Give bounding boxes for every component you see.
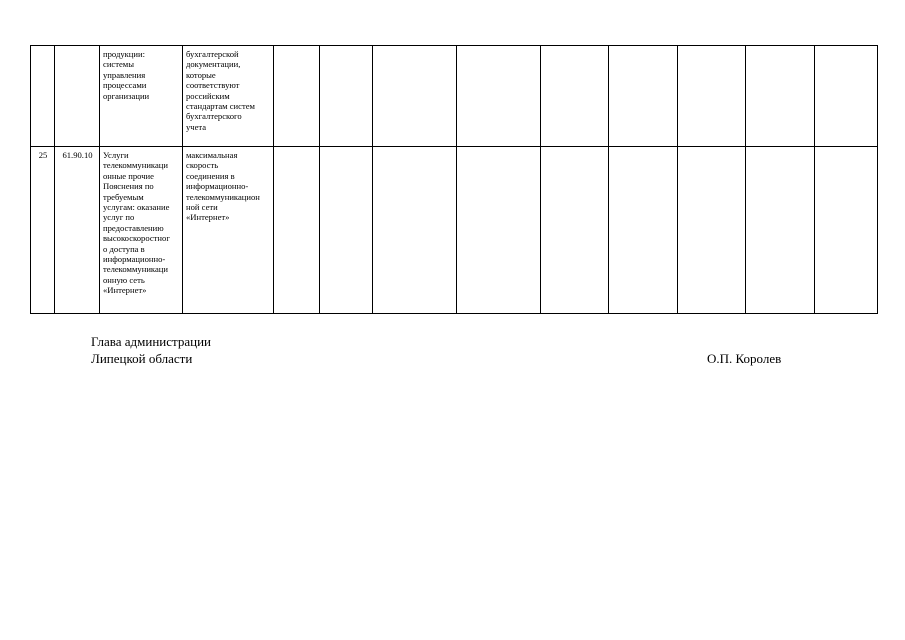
- table-cell: [457, 147, 541, 314]
- table-cell: [678, 147, 746, 314]
- table-cell: [274, 46, 320, 147]
- table-cell: [320, 147, 373, 314]
- table-cell: [815, 147, 878, 314]
- table-cell: [746, 147, 815, 314]
- okpd-code-cell: [55, 46, 100, 147]
- table-cell: [373, 147, 457, 314]
- table-cell: [457, 46, 541, 147]
- item-name-cell: Услуги телекоммуникаци онные прочие Пояснения по требуемым услугам: оказание услуг по предоставлению высокоскоростног о доступа в информационно- телекоммуникаци онную сеть «Интернет»: [100, 147, 183, 314]
- row-number-cell: 25: [31, 147, 55, 314]
- table-cell: [609, 147, 678, 314]
- table-cell: [541, 147, 609, 314]
- table-cell: [541, 46, 609, 147]
- row-number-cell: [31, 46, 55, 147]
- item-name-cell: продукции: системы управления процессами организации: [100, 46, 183, 147]
- table-row: [31, 46, 878, 147]
- okpd-code-cell: 61.90.10: [55, 147, 100, 314]
- characteristic-cell: бухгалтерской документации, которые соответствуют российским стандартам систем бухгалтерского учета: [183, 46, 274, 147]
- table-cell: [746, 46, 815, 147]
- table-cell: [320, 46, 373, 147]
- table-row: [31, 147, 878, 314]
- table-cell: [678, 46, 746, 147]
- signatory-position-line1: Глава администрации: [91, 334, 212, 349]
- table-cell: [609, 46, 678, 147]
- signatory-name: О.П. Королев: [707, 351, 782, 366]
- table-cell: [274, 147, 320, 314]
- procurement-table: [30, 45, 878, 314]
- table-cell: [815, 46, 878, 147]
- characteristic-cell: максимальная скорость соединения в информационно- телекоммуникацион ной сети «Интернет»: [183, 147, 274, 314]
- signatory-position-line2: Липецкой области: [91, 351, 193, 366]
- table-cell: [373, 46, 457, 147]
